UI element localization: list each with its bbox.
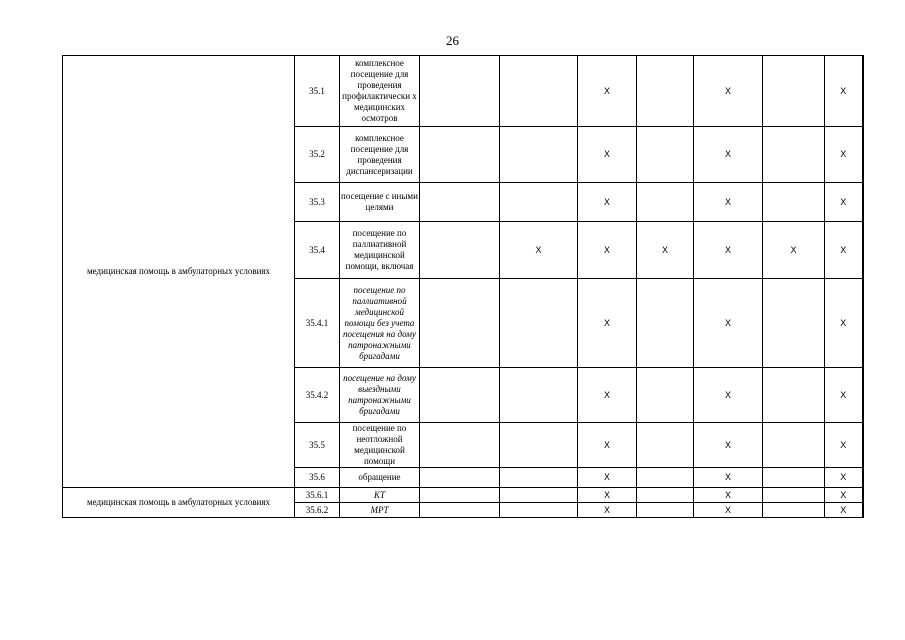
mark-cell: X: [578, 279, 637, 368]
table-row: [63, 488, 863, 503]
mark-cell: X: [578, 183, 637, 222]
mark-cell: [637, 468, 694, 488]
mark-cell: [637, 56, 694, 127]
mark-cell: [637, 279, 694, 368]
row-code: 35.5: [295, 423, 340, 468]
row-name: посещение по паллиативной медицинской помощи, включая: [340, 222, 420, 279]
row-name: обращение: [340, 468, 420, 488]
mark-cell: [763, 468, 825, 488]
mark-cell: [420, 488, 500, 503]
row-name: МРТ: [340, 503, 420, 518]
mark-cell: X: [578, 488, 637, 503]
mark-cell: [420, 222, 500, 279]
row-code: 35.2: [295, 127, 340, 183]
mark-cell: X: [694, 222, 763, 279]
mark-cell: X: [500, 222, 578, 279]
mark-cell: [500, 183, 578, 222]
mark-cell: [420, 127, 500, 183]
mark-cell: [763, 56, 825, 127]
mark-cell: X: [763, 222, 825, 279]
mark-cell: X: [578, 368, 637, 423]
row-code: 35.1: [295, 56, 340, 127]
mark-cell: X: [578, 127, 637, 183]
mark-cell: X: [825, 503, 863, 518]
row-code: 35.6: [295, 468, 340, 488]
mark-cell: [500, 368, 578, 423]
mark-cell: X: [694, 503, 763, 518]
mark-cell: [420, 56, 500, 127]
mark-cell: [637, 488, 694, 503]
mark-cell: [763, 127, 825, 183]
mark-cell: [420, 183, 500, 222]
mark-cell: [500, 468, 578, 488]
section-label: медицинская помощь в амбулаторных условиях: [63, 56, 295, 488]
mark-cell: [763, 183, 825, 222]
row-code: 35.4.2: [295, 368, 340, 423]
mark-cell: X: [694, 468, 763, 488]
mark-cell: [637, 368, 694, 423]
mark-cell: [637, 127, 694, 183]
mark-cell: X: [825, 279, 863, 368]
section-label: медицинская помощь в амбулаторных условиях: [63, 488, 295, 518]
table-row: [63, 56, 863, 127]
mark-cell: [420, 503, 500, 518]
mark-cell: [763, 423, 825, 468]
mark-cell: X: [825, 468, 863, 488]
mark-cell: X: [578, 423, 637, 468]
mark-cell: [420, 468, 500, 488]
mark-cell: [763, 368, 825, 423]
mark-cell: [763, 503, 825, 518]
mark-cell: [637, 423, 694, 468]
data-table: [62, 55, 864, 518]
mark-cell: [763, 279, 825, 368]
mark-cell: X: [825, 368, 863, 423]
row-code: 35.6.2: [295, 503, 340, 518]
row-name: посещение с иными целями: [340, 183, 420, 222]
mark-cell: X: [825, 183, 863, 222]
mark-cell: X: [694, 56, 763, 127]
mark-cell: [763, 488, 825, 503]
mark-cell: X: [694, 368, 763, 423]
mark-cell: X: [578, 468, 637, 488]
mark-cell: [420, 423, 500, 468]
row-name: комплексное посещение для проведения диспансеризации: [340, 127, 420, 183]
row-code: 35.3: [295, 183, 340, 222]
mark-cell: X: [578, 503, 637, 518]
mark-cell: [500, 423, 578, 468]
mark-cell: X: [694, 127, 763, 183]
mark-cell: X: [694, 279, 763, 368]
row-name: КТ: [340, 488, 420, 503]
row-code: 35.4: [295, 222, 340, 279]
row-code: 35.4.1: [295, 279, 340, 368]
mark-cell: [637, 183, 694, 222]
row-name: посещение на дому выездными патронажными бригадами: [340, 368, 420, 423]
mark-cell: [500, 279, 578, 368]
table-body: [63, 56, 863, 518]
mark-cell: X: [825, 127, 863, 183]
row-name: комплексное посещение для проведения профилактически х медицинских осмотров: [340, 56, 420, 127]
mark-cell: [500, 488, 578, 503]
row-code: 35.6.1: [295, 488, 340, 503]
mark-cell: [500, 56, 578, 127]
mark-cell: X: [578, 56, 637, 127]
page-number: 26: [446, 33, 459, 48]
mark-cell: X: [578, 222, 637, 279]
mark-cell: [500, 503, 578, 518]
mark-cell: [420, 368, 500, 423]
row-name: посещение по паллиативной медицинской помощи без учета посещения на дому патронажными бригадами: [340, 279, 420, 368]
mark-cell: X: [825, 56, 863, 127]
mark-cell: [637, 503, 694, 518]
mark-cell: X: [694, 183, 763, 222]
mark-cell: X: [825, 222, 863, 279]
mark-cell: [500, 127, 578, 183]
mark-cell: X: [637, 222, 694, 279]
mark-cell: X: [694, 488, 763, 503]
mark-cell: X: [825, 488, 863, 503]
mark-cell: [420, 279, 500, 368]
mark-cell: X: [694, 423, 763, 468]
row-name: посещение по неотложной медицинской помощи: [340, 423, 420, 468]
mark-cell: X: [825, 423, 863, 468]
